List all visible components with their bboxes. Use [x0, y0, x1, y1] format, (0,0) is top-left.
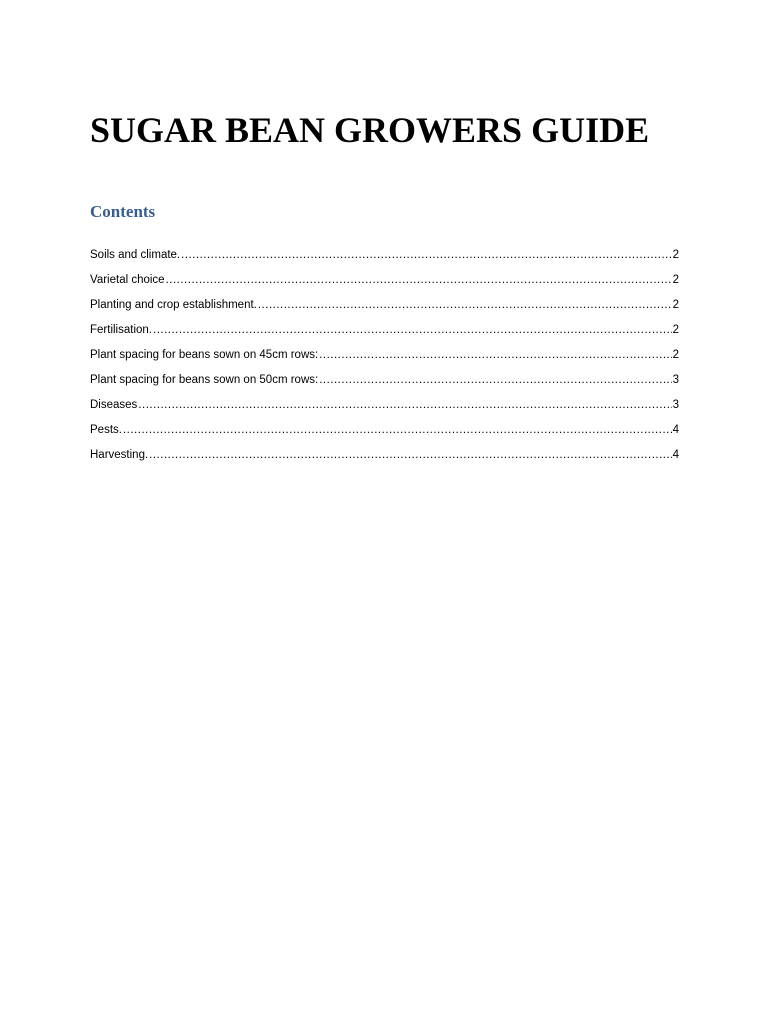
toc-entry-fertilisation[interactable] — [90, 324, 679, 349]
toc-dot-leader — [166, 274, 672, 286]
toc-dot-leader — [123, 424, 672, 436]
toc-page-number: 3 — [672, 399, 679, 411]
toc-entry-pests[interactable] — [90, 424, 679, 449]
toc-page-number: 2 — [672, 274, 679, 286]
toc-entry-planting-and-crop-establishment[interactable] — [90, 299, 679, 324]
toc-entry-label: Planting and crop establishment. — [90, 299, 257, 311]
toc-entry-plant-spacing-45cm[interactable] — [90, 349, 679, 374]
toc-dot-leader — [138, 399, 671, 411]
toc-entry-label: Varietal choice — [90, 274, 165, 286]
toc-entry-harvesting[interactable] — [90, 449, 679, 474]
document-title: SUGAR BEAN GROWERS GUIDE — [90, 110, 650, 150]
toc-page-number: 4 — [672, 424, 679, 436]
toc-entry-label: Fertilisation. — [90, 324, 152, 336]
toc-dot-leader — [181, 249, 671, 261]
table-of-contents — [90, 249, 679, 474]
toc-entry-label: Diseases — [90, 399, 138, 411]
toc-entry-label: Harvesting. — [90, 449, 149, 461]
toc-dot-leader — [258, 299, 672, 311]
toc-page-number: 2 — [672, 299, 679, 311]
toc-entry-plant-spacing-50cm[interactable] — [90, 374, 679, 399]
toc-entry-label: Plant spacing for beans sown on 50cm rows: — [90, 374, 319, 386]
toc-dot-leader — [319, 349, 671, 361]
toc-entry-diseases[interactable] — [90, 399, 679, 424]
toc-page-number: 2 — [672, 349, 679, 361]
toc-entry-label: Plant spacing for beans sown on 45cm rows: — [90, 349, 319, 361]
toc-entry-label: Pests. — [90, 424, 122, 436]
toc-page-number: 3 — [672, 374, 679, 386]
toc-page-number: 2 — [672, 249, 679, 261]
toc-page-number: 4 — [672, 449, 679, 461]
toc-entry-varietal-choice[interactable] — [90, 274, 679, 299]
toc-heading: Contents — [90, 202, 156, 221]
toc-page-number: 2 — [672, 324, 679, 336]
toc-dot-leader — [153, 324, 672, 336]
toc-dot-leader — [149, 449, 671, 461]
toc-entry-soils-and-climate[interactable] — [90, 249, 679, 274]
toc-entry-label: Soils and climate. — [90, 249, 181, 261]
toc-dot-leader — [319, 374, 671, 386]
